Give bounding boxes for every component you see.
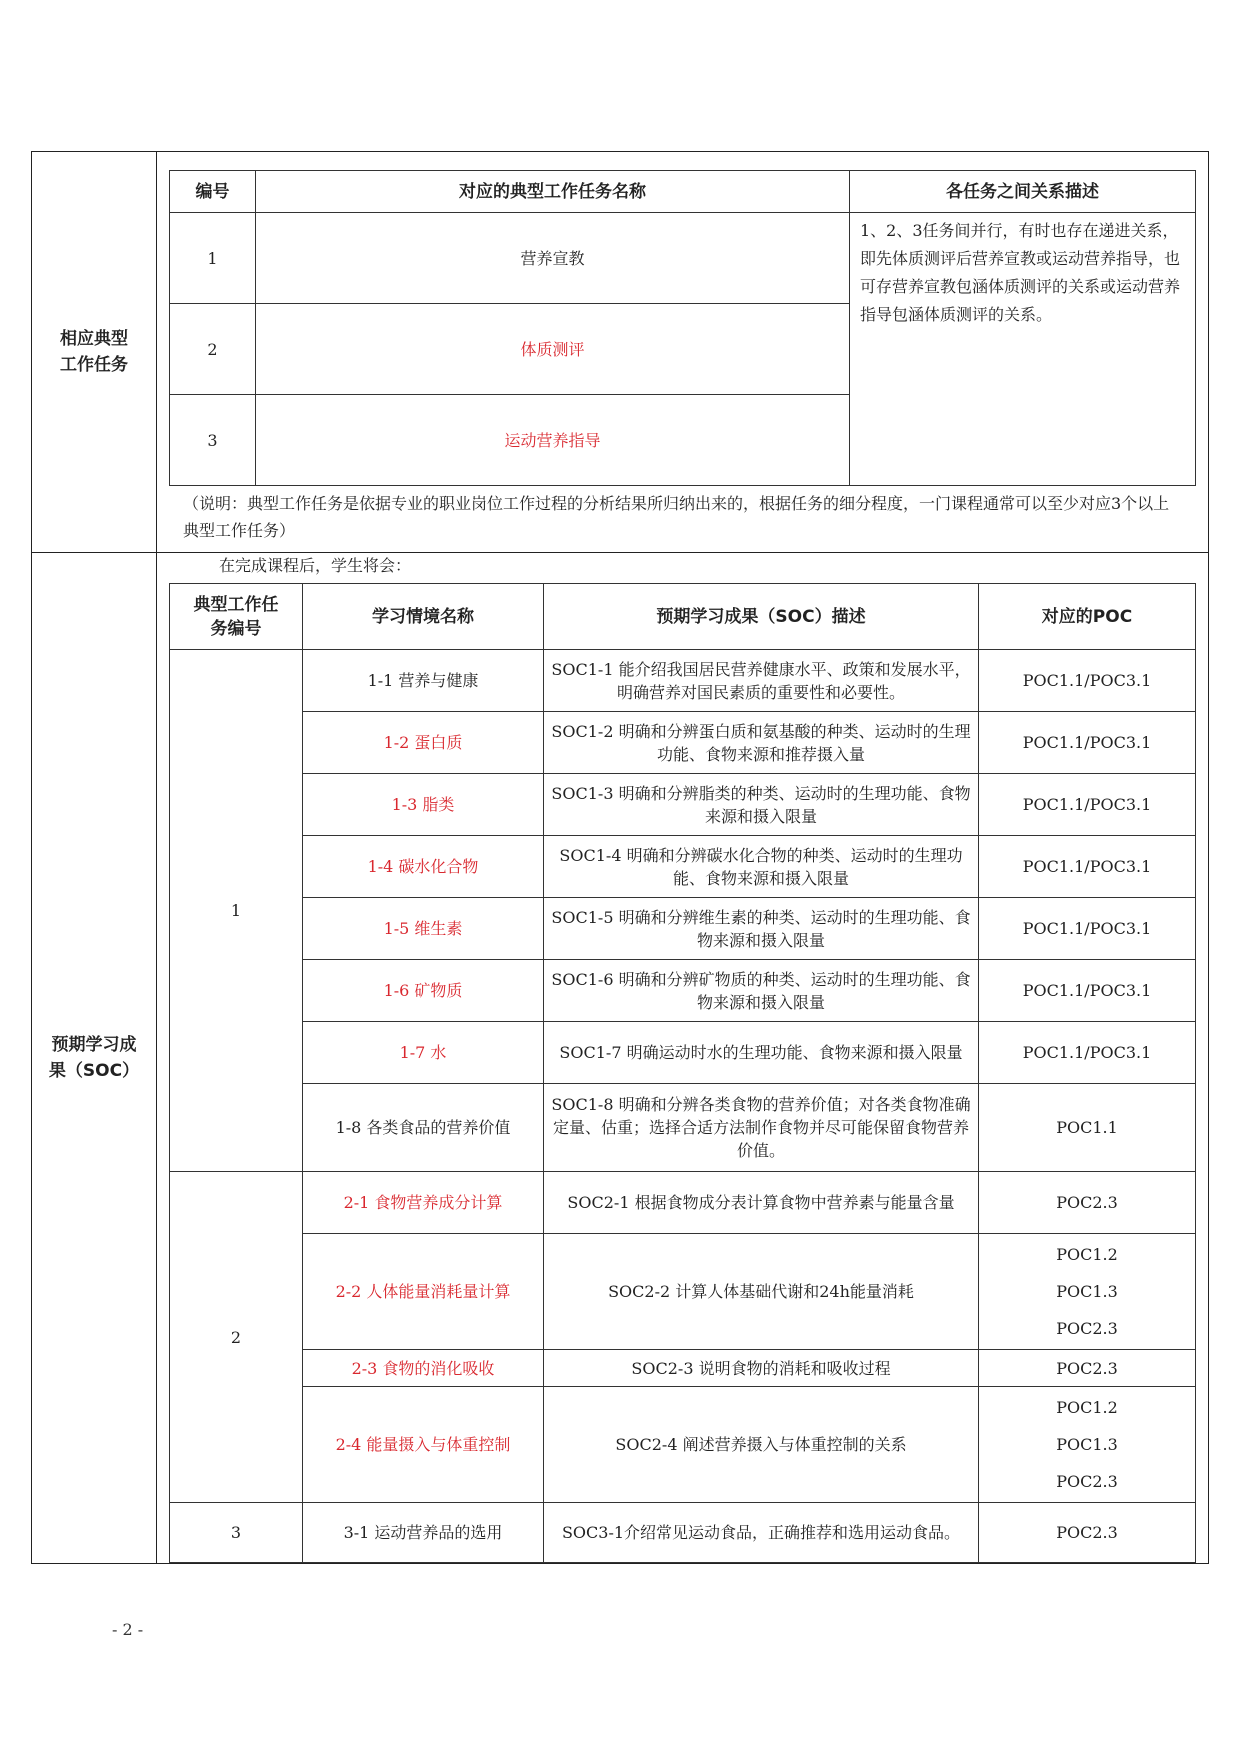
task-name: 营养宣教 [256, 213, 850, 304]
soc-context: 3-1 运动营养品的选用 [303, 1503, 544, 1563]
soc-desc: SOC1-7 明确运动时水的生理功能、食物来源和摄入限量 [544, 1022, 979, 1084]
soc-poc: POC2.3 [979, 1172, 1196, 1234]
soc-row [170, 1503, 1196, 1563]
soc-context: 1-6 矿物质 [303, 960, 544, 1022]
soc-task-no: 2 [170, 1172, 303, 1503]
soc-section [32, 553, 1209, 1564]
soc-context: 2-3 食物的消化吸收 [303, 1350, 544, 1387]
tasks-table [169, 170, 1196, 486]
soc-task-no: 1 [170, 650, 303, 1172]
task-no: 1 [170, 213, 256, 304]
soc-desc: SOC1-1 能介绍我国居民营养健康水平、政策和发展水平，明确营养对国民素质的重要性和必要性。 [544, 650, 979, 712]
soc-poc: POC1.1/POC3.1 [979, 1022, 1196, 1084]
soc-section-label: 预期学习成 果（SOC） [32, 553, 157, 1564]
soc-task-no: 3 [170, 1503, 303, 1563]
soc-header-task: 典型工作任 务编号 [170, 584, 303, 650]
soc-poc: POC1.1/POC3.1 [979, 898, 1196, 960]
soc-desc: SOC2-2 计算人体基础代谢和24h能量消耗 [544, 1234, 979, 1350]
tasks-section-label: 相应典型 工作任务 [32, 152, 157, 553]
soc-poc: POC1.1 [979, 1084, 1196, 1172]
tasks-section [32, 152, 1209, 553]
soc-desc: SOC2-3 说明食物的消耗和吸收过程 [544, 1350, 979, 1387]
soc-context: 2-1 食物营养成分计算 [303, 1172, 544, 1234]
soc-desc: SOC1-6 明确和分辨矿物质的种类、运动时的生理功能、食物来源和摄入限量 [544, 960, 979, 1022]
soc-poc: POC1.1/POC3.1 [979, 836, 1196, 898]
task-name: 体质测评 [256, 304, 850, 395]
soc-desc: SOC2-1 根据食物成分表计算食物中营养素与能量含量 [544, 1172, 979, 1234]
soc-header-poc: 对应的POC [979, 584, 1196, 650]
soc-row [170, 1234, 1196, 1350]
soc-row [170, 712, 1196, 774]
soc-context: 2-4 能量摄入与体重控制 [303, 1387, 544, 1503]
soc-intro: 在完成课程后，学生将会： [219, 556, 412, 575]
soc-header-context: 学习情境名称 [303, 584, 544, 650]
soc-context: 1-4 碳水化合物 [303, 836, 544, 898]
tasks-header-relation: 各任务之间关系描述 [850, 171, 1196, 213]
soc-context: 1-7 水 [303, 1022, 544, 1084]
task-row [170, 213, 1196, 304]
soc-desc: SOC2-4 阐述营养摄入与体重控制的关系 [544, 1387, 979, 1503]
tasks-relation-text: 1、2、3任务间并行，有时也存在递进关系，即先体质测评后营养宣教或运动营养指导，也可存营养宣教包涵体质测评的关系或运动营养指导包涵体质测评的关系。 [850, 213, 1196, 486]
document-table [31, 151, 1209, 1564]
soc-context: 1-1 营养与健康 [303, 650, 544, 712]
soc-context: 1-3 脂类 [303, 774, 544, 836]
soc-row [170, 836, 1196, 898]
soc-poc: POC1.1/POC3.1 [979, 960, 1196, 1022]
soc-poc: POC1.1/POC3.1 [979, 650, 1196, 712]
soc-context: 2-2 人体能量消耗量计算 [303, 1234, 544, 1350]
tasks-note: （说明：典型工作任务是依据专业的职业岗位工作过程的分析结果所归纳出来的，根据任务的细分程度，一门课程通常可以至少对应3个以上典型工作任务） [183, 494, 1170, 540]
task-name: 运动营养指导 [256, 395, 850, 486]
soc-row [170, 898, 1196, 960]
soc-poc: POC2.3 [979, 1503, 1196, 1563]
soc-desc: SOC1-5 明确和分辨维生素的种类、运动时的生理功能、食物来源和摄入限量 [544, 898, 979, 960]
soc-poc: POC1.1/POC3.1 [979, 774, 1196, 836]
task-no: 2 [170, 304, 256, 395]
soc-row [170, 960, 1196, 1022]
soc-context: 1-5 维生素 [303, 898, 544, 960]
tasks-section-body [157, 152, 1209, 553]
soc-desc: SOC3-1介绍常见运动食品，正确推荐和选用运动食品。 [544, 1503, 979, 1563]
soc-poc: POC1.2 POC1.3 POC2.3 [979, 1234, 1196, 1350]
soc-row [170, 1084, 1196, 1172]
page-number: - 2 - [112, 1620, 144, 1639]
soc-section-body [157, 553, 1209, 1564]
soc-row [170, 1022, 1196, 1084]
soc-poc: POC1.2 POC1.3 POC2.3 [979, 1387, 1196, 1503]
soc-row [170, 774, 1196, 836]
soc-header-desc: 预期学习成果（SOC）描述 [544, 584, 979, 650]
soc-row [170, 1350, 1196, 1387]
tasks-header-no: 编号 [170, 171, 256, 213]
soc-header-row [170, 584, 1196, 650]
soc-row [170, 1387, 1196, 1503]
soc-context: 1-2 蛋白质 [303, 712, 544, 774]
soc-row [170, 1172, 1196, 1234]
soc-desc: SOC1-2 明确和分辨蛋白质和氨基酸的种类、运动时的生理功能、食物来源和推荐摄入量 [544, 712, 979, 774]
task-no: 3 [170, 395, 256, 486]
soc-poc: POC1.1/POC3.1 [979, 712, 1196, 774]
soc-desc: SOC1-3 明确和分辨脂类的种类、运动时的生理功能、食物来源和摄入限量 [544, 774, 979, 836]
soc-desc: SOC1-8 明确和分辨各类食物的营养价值；对各类食物准确定量、估重；选择合适方法制作食物并尽可能保留食物营养价值。 [544, 1084, 979, 1172]
soc-context: 1-8 各类食品的营养价值 [303, 1084, 544, 1172]
soc-poc: POC2.3 [979, 1350, 1196, 1387]
tasks-header-name: 对应的典型工作任务名称 [256, 171, 850, 213]
soc-row [170, 650, 1196, 712]
soc-table [169, 583, 1196, 1563]
soc-desc: SOC1-4 明确和分辨碳水化合物的种类、运动时的生理功能、食物来源和摄入限量 [544, 836, 979, 898]
